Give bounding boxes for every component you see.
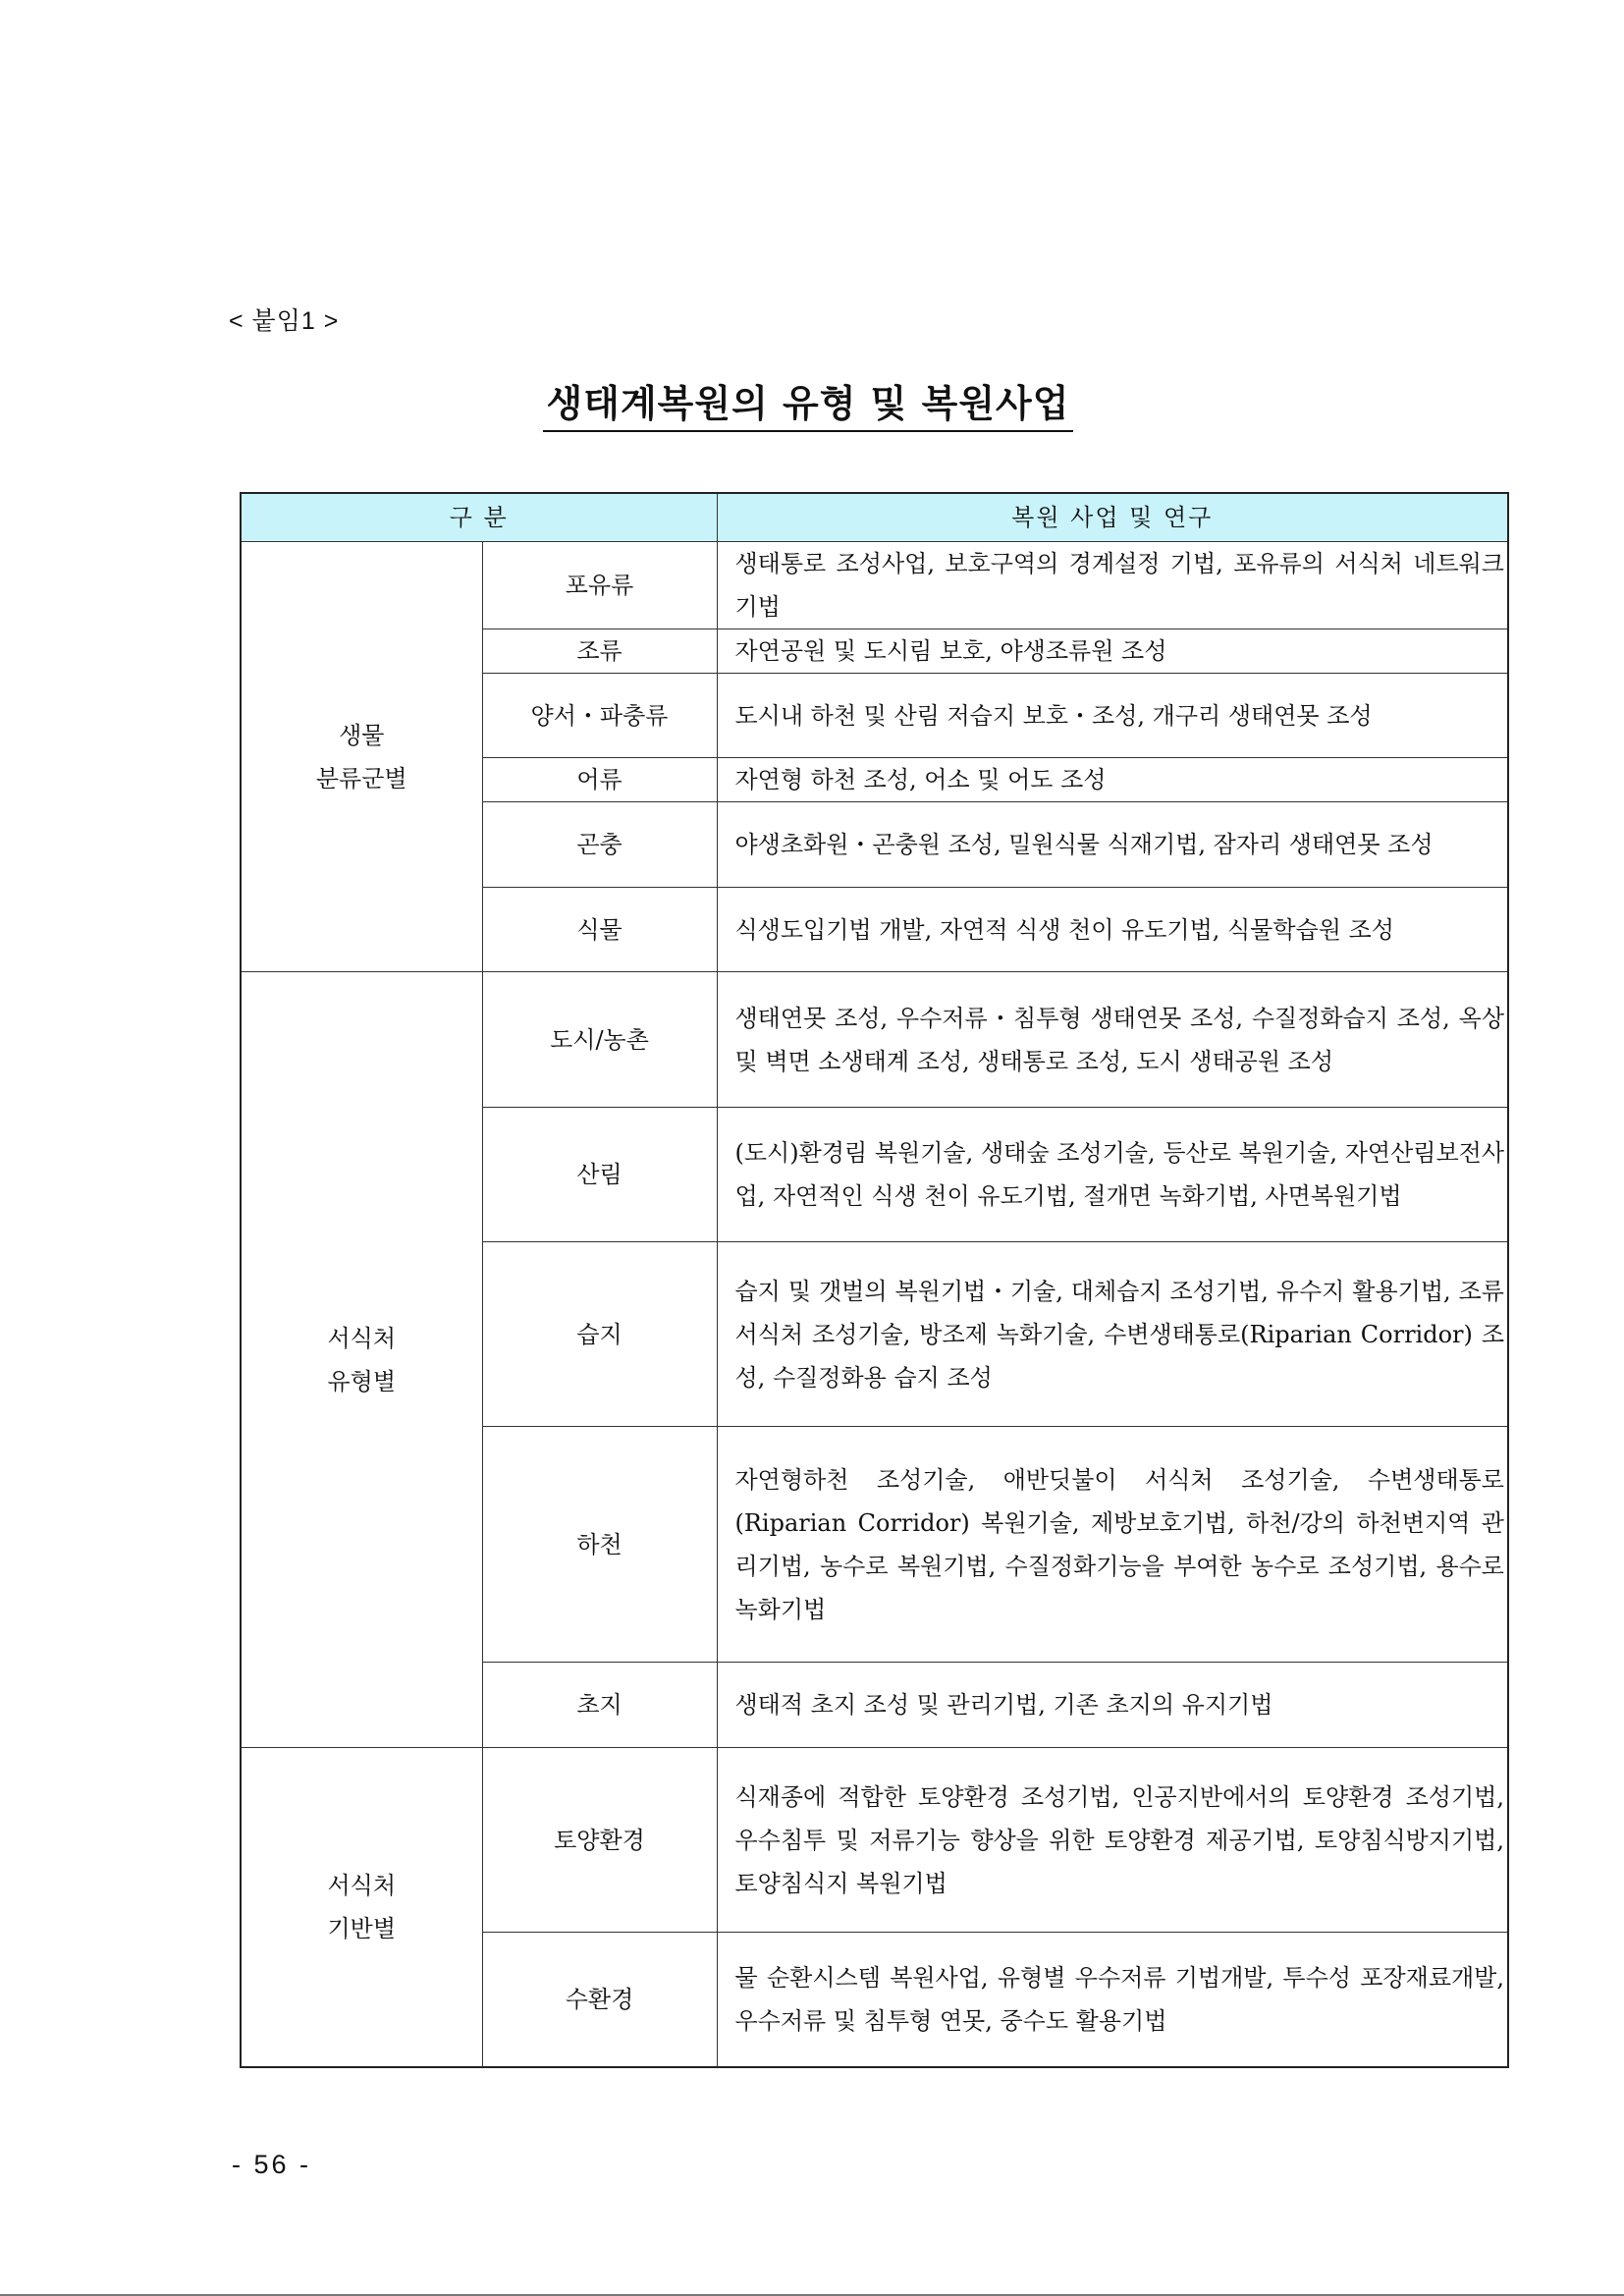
page-number: - 56 -: [232, 2150, 312, 2179]
row-subcategory: 초지: [482, 1663, 717, 1748]
row-subcategory: 수환경: [482, 1933, 717, 2067]
row-subcategory: 양서・파충류: [482, 674, 717, 758]
row-subcategory: 곤충: [482, 802, 717, 888]
row-description: 생태통로 조성사업, 보호구역의 경계설정 기법, 포유류의 서식처 네트워크 기법: [717, 542, 1508, 629]
table-row: [241, 972, 1508, 1108]
restoration-table: [240, 492, 1509, 2068]
row-subcategory: 하천: [482, 1427, 717, 1663]
row-description: 도시내 하천 및 산림 저습지 보호・조성, 개구리 생태연못 조성: [717, 674, 1508, 758]
table-row: [241, 542, 1508, 629]
row-subcategory: 식물: [482, 888, 717, 972]
row-description: 습지 및 갯벌의 복원기법・기술, 대체습지 조성기법, 유수지 활용기법, 조류서식처 조성기술, 방조제 녹화기술, 수변생태통로(Riparian Corridor) 조성, 수질정화용 습지 조성: [717, 1242, 1508, 1427]
category-line-2: 유형별: [327, 1367, 397, 1395]
row-description: 생태적 초지 조성 및 관리기법, 기존 초지의 유지기법: [717, 1663, 1508, 1748]
row-subcategory: 도시/농촌: [482, 972, 717, 1108]
row-subcategory: 습지: [482, 1242, 717, 1427]
group-category-habitat-base: [241, 1748, 482, 2067]
category-line-2: 기반별: [327, 1914, 397, 1942]
row-description: 식생도입기법 개발, 자연적 식생 천이 유도기법, 식물학습원 조성: [717, 888, 1508, 972]
row-subcategory: 어류: [482, 758, 717, 802]
table-header-row: [241, 493, 1508, 542]
row-description: 자연형 하천 조성, 어소 및 어도 조성: [717, 758, 1508, 802]
category-line-1: 서식처: [327, 1871, 397, 1899]
row-description: 자연공원 및 도시림 보호, 야생조류원 조성: [717, 629, 1508, 674]
row-description: (도시)환경림 복원기술, 생태숲 조성기술, 등산로 복원기술, 자연산림보전사업, 자연적인 식생 천이 유도기법, 절개면 녹화기법, 사면복원기법: [717, 1108, 1508, 1242]
document-title-wrap: [0, 373, 1624, 432]
category-line-2: 분류군별: [315, 764, 407, 793]
group-category-taxon: [241, 542, 482, 972]
category-line-1: 서식처: [327, 1324, 397, 1352]
header-description: 복원 사업 및 연구: [717, 493, 1508, 542]
group-category-habitat-type: [241, 972, 482, 1748]
row-description: 야생초화원・곤충원 조성, 밀원식물 식재기법, 잠자리 생태연못 조성: [717, 802, 1508, 888]
row-subcategory: 조류: [482, 629, 717, 674]
row-subcategory: 산림: [482, 1108, 717, 1242]
row-description: 생태연못 조성, 우수저류・침투형 생태연못 조성, 수질정화습지 조성, 옥상 및 벽면 소생태계 조성, 생태통로 조성, 도시 생태공원 조성: [717, 972, 1508, 1108]
row-subcategory: 토양환경: [482, 1748, 717, 1933]
category-line-1: 생물: [339, 721, 385, 749]
header-category: 구 분: [241, 493, 717, 542]
attachment-label: < 붙임1 >: [229, 307, 340, 335]
row-description: 물 순환시스템 복원사업, 유형별 우수저류 기법개발, 투수성 포장재료개발, 우수저류 및 침투형 연못, 중수도 활용기법: [717, 1933, 1508, 2067]
table-row: [241, 1748, 1508, 1933]
row-subcategory: 포유류: [482, 542, 717, 629]
document-title: 생태계복원의 유형 및 복원사업: [543, 373, 1074, 432]
row-description: 자연형하천 조성기술, 애반딧불이 서식처 조성기술, 수변생태통로(Riparian Corridor) 복원기술, 제방보호기법, 하천/강의 하천변지역 관리기법, 농수로 복원기법, 수질정화기능을 부여한 농수로 조성기법, 용수로 녹화기법: [717, 1427, 1508, 1663]
row-description: 식재종에 적합한 토양환경 조성기법, 인공지반에서의 토양환경 조성기법, 우수침투 및 저류기능 향상을 위한 토양환경 제공기법, 토양침식방지기법, 토양침식지 복원기법: [717, 1748, 1508, 1933]
